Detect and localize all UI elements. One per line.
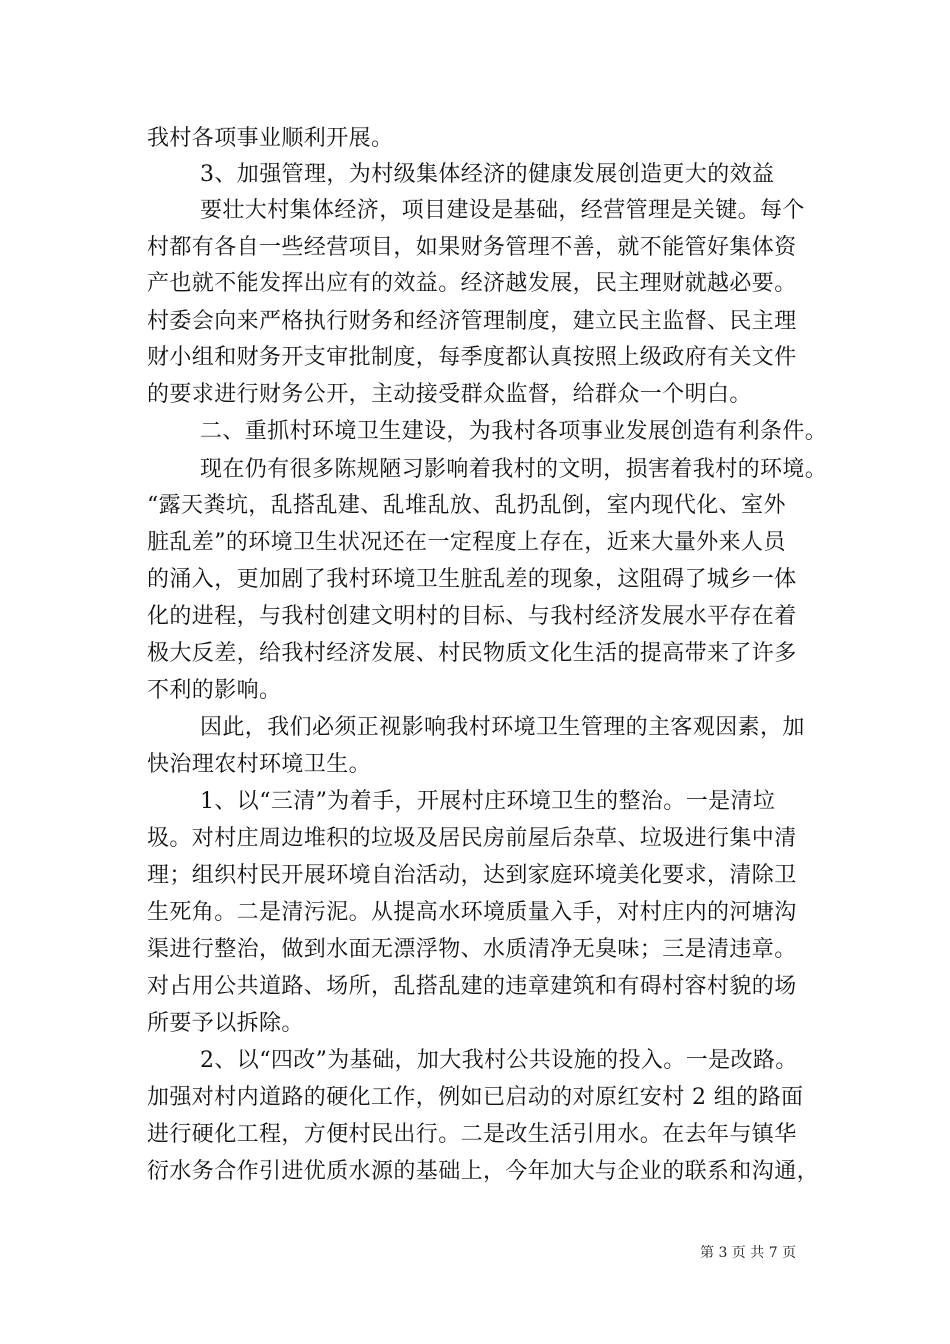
text-line: 村委会向来严格执行财务和经济管理制度，建立民主监督、民主理 [147, 309, 797, 334]
text-line: 的要求进行财务公开，主动接受群众监督，给群众一个明白。 [147, 382, 752, 407]
text-line: 极大反差，给我村经济发展、村民物质文化生活的提高带来了许多 [147, 641, 797, 666]
text-line: 脏乱差”的环境卫生状况还在一定程度上存在，近来大量外来人员 [147, 530, 786, 555]
text-line: 快治理农村环境卫生。 [147, 752, 372, 777]
text-line: 进行硬化工程，方便村民出行。二是改生活引用水。在去年与镇华 [147, 1122, 797, 1147]
text-line: 的涌入，更加剧了我村环境卫生脏乱差的现象，这阻碍了城乡一体 [147, 567, 797, 592]
text-line: 渠进行整治，做到水面无漂浮物、水质清净无臭味；三是清违章。 [147, 937, 797, 962]
text-line: 加强对村内道路的硬化工作，例如已启动的对原红安村 2 组的路面 [147, 1085, 804, 1110]
text-line: 对占用公共道路、场所，乱搭乱建的违章建筑和有碍村容村貌的场 [147, 974, 797, 999]
text-line: 我村各项事业顺利开展。 [147, 126, 394, 151]
section-heading: 1、以“三清”为着手，开展村庄环境卫生的整治。一是清垃 [200, 789, 776, 814]
text-line: 衍水务合作引进优质水源的基础上，今年加大与企业的联系和沟通， [147, 1159, 820, 1184]
text-line: 要壮大村集体经济，项目建设是基础，经营管理是关键。每个 [200, 198, 805, 223]
text-line: 村都有各自一些经营项目，如果财务管理不善，就不能管好集体资 [147, 235, 797, 260]
text-line: 财小组和财务开支审批制度，每季度都认真按照上级政府有关文件 [147, 345, 797, 370]
text-line: 理；组织村民开展环境自治活动，达到家庭环境美化要求，清除卫 [147, 863, 797, 888]
text-line: 现在仍有很多陈规陋习影响着我村的文明，损害着我村的环境。 [200, 457, 828, 482]
text-line: 不利的影响。 [147, 678, 282, 703]
text-line: 化的进程，与我村创建文明村的目标、与我村经济发展水平存在着 [147, 604, 797, 629]
text-line: 产也就不能发挥出应有的效益。经济越发展，民主理财就越必要。 [147, 271, 797, 296]
text-line: 所要予以拆除。 [147, 1011, 304, 1036]
section-heading: 2、以“四改”为基础，加大我村公共设施的投入。一是改路。 [200, 1048, 798, 1073]
text-line: 生死角。二是清污泥。从提高水环境质量入手，对村庄内的河塘沟 [147, 900, 797, 925]
text-line: “露天粪坑，乱搭乱建、乱堆乱放、乱扔乱倒，室内现代化、室外 [147, 493, 786, 518]
text-line: 因此，我们必须正视影响我村环境卫生管理的主客观因素，加 [200, 715, 805, 740]
page-number: 第 3 页 共 7 页 [700, 1245, 797, 1261]
text-line: 圾。对村庄周边堆积的垃圾及居民房前屋后杂草、垃圾进行集中清 [147, 826, 797, 851]
section-heading: 二、重抓村环境卫生建设，为我村各项事业发展创造有利条件。 [200, 419, 828, 444]
section-heading: 3、加强管理，为村级集体经济的健康发展创造更大的效益 [200, 162, 775, 187]
